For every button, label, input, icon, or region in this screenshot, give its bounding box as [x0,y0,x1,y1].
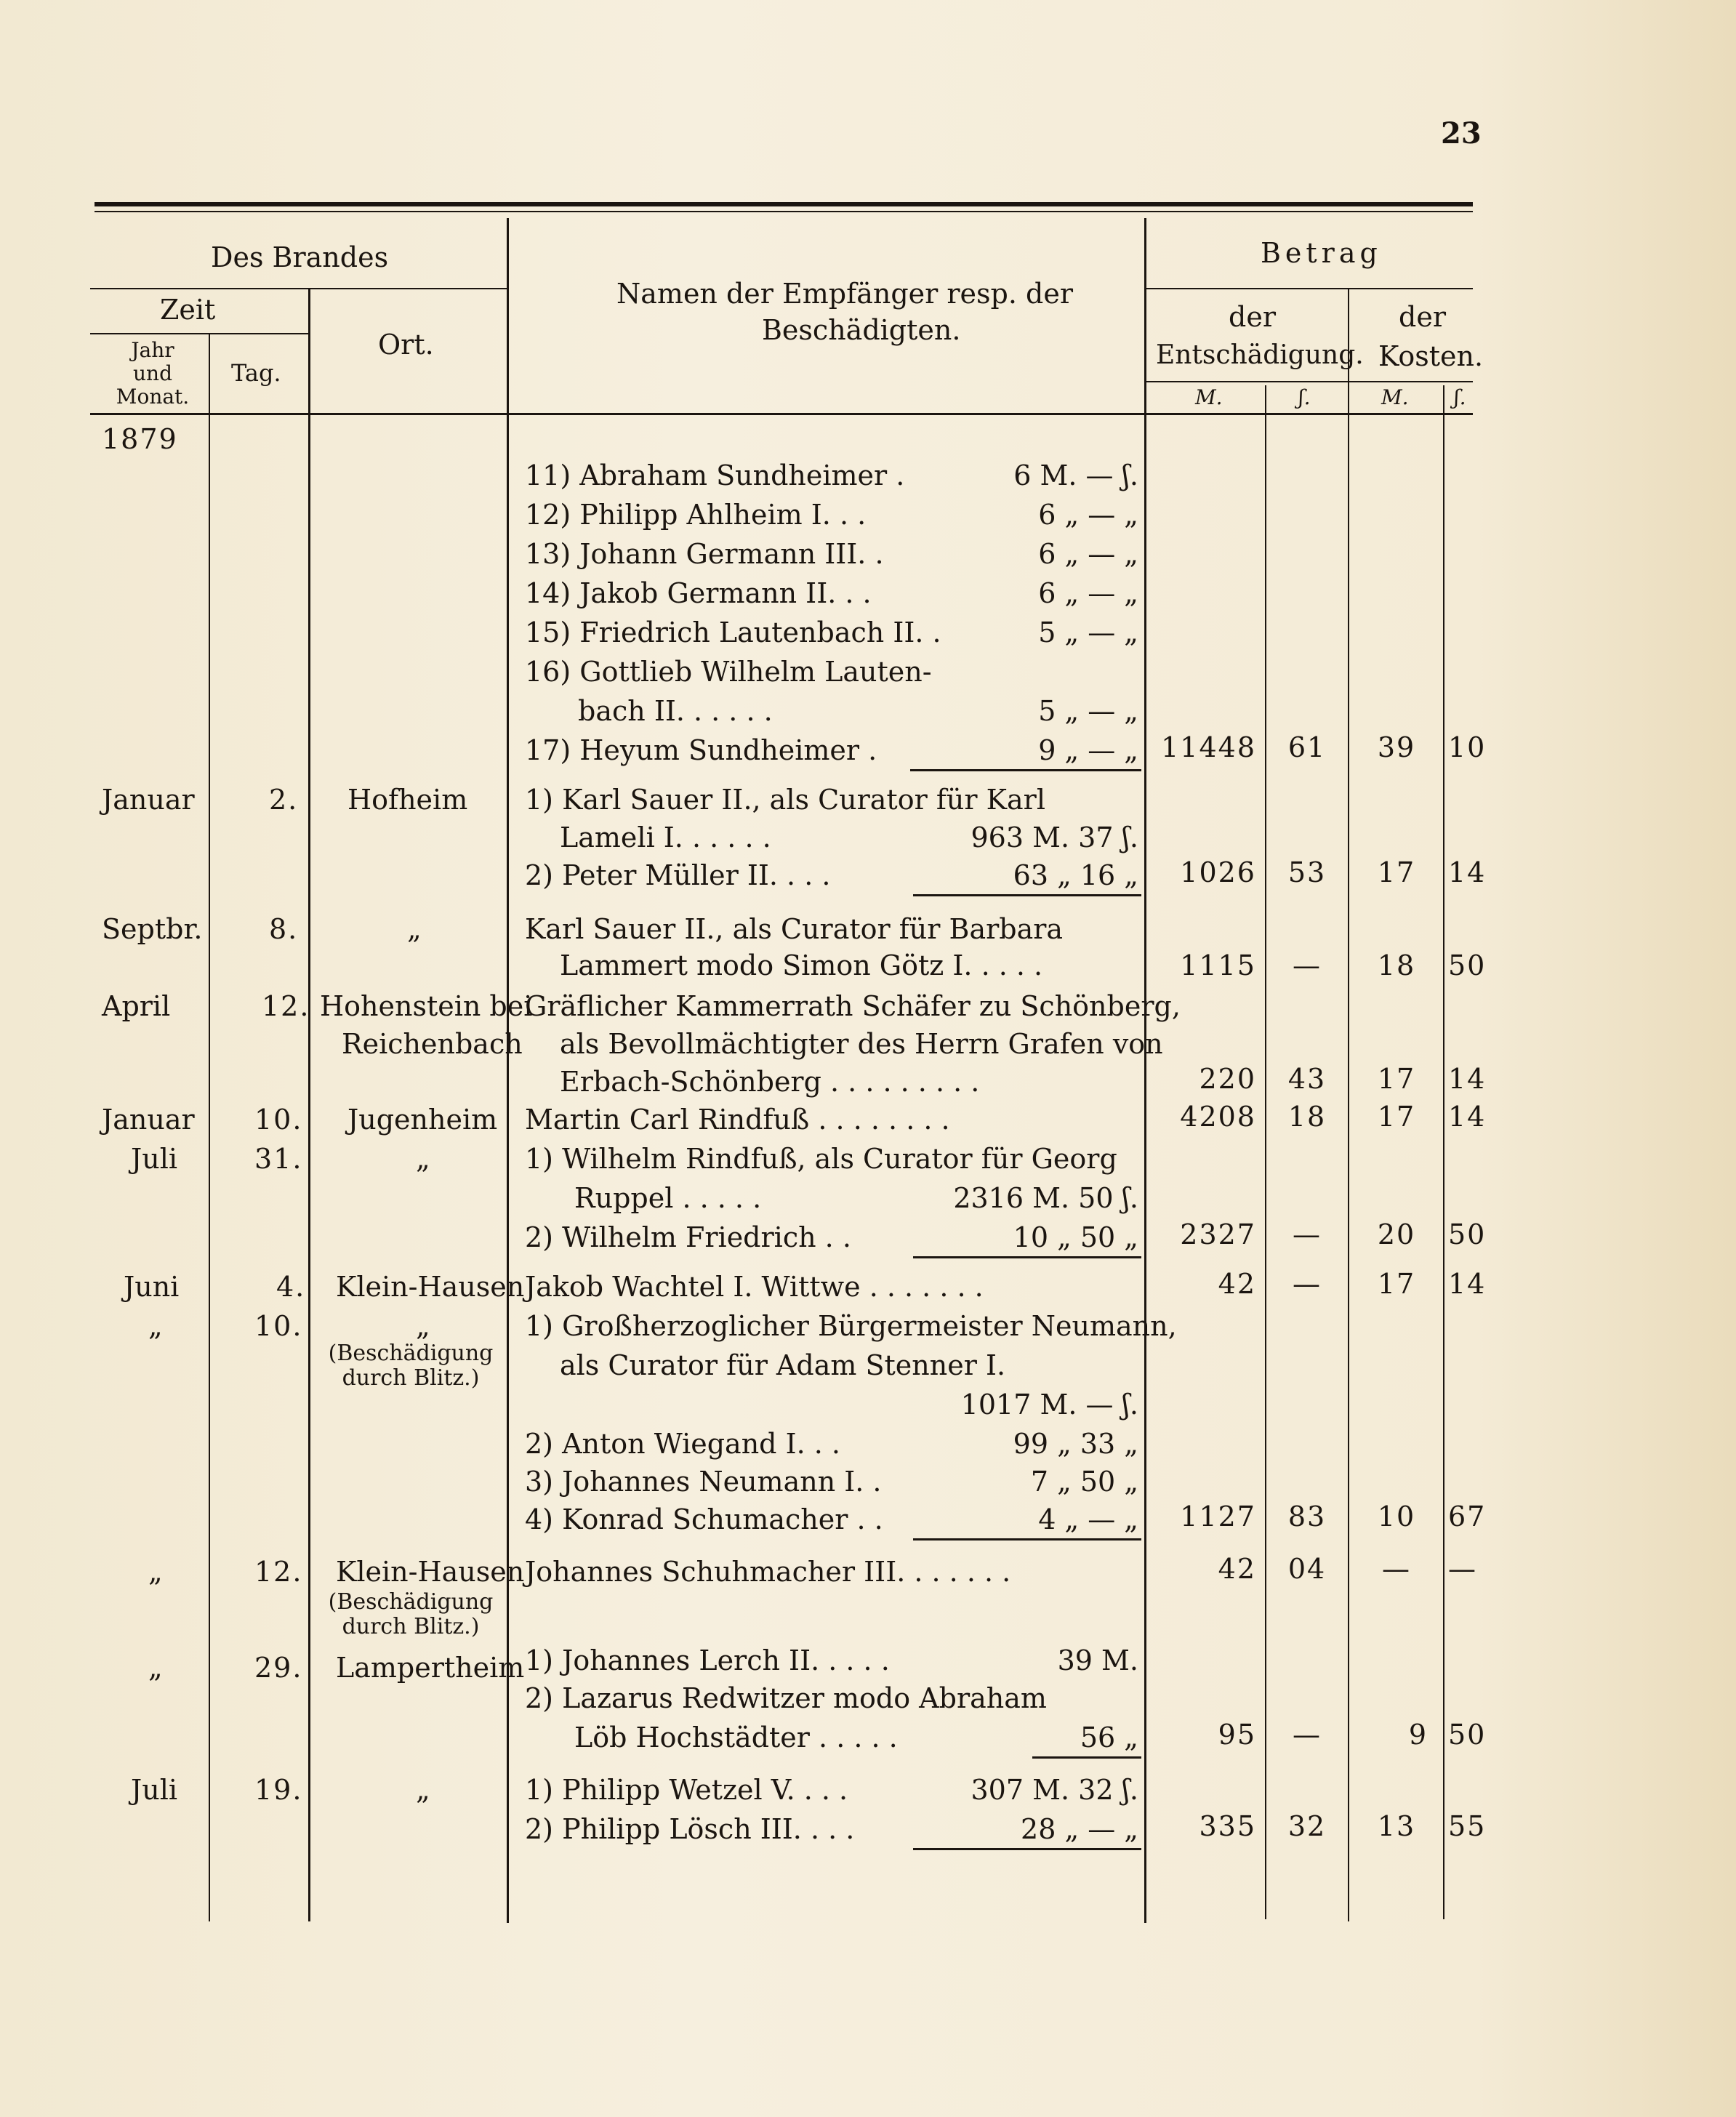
entry-amount: 9 „ — „ [1038,734,1138,766]
e-mark-value: 42 [1218,1553,1256,1585]
entry-name: 1) Johannes Lerch II. . . . . [525,1644,890,1676]
entry-amount: 39 M. [1057,1644,1138,1676]
day-cell: 12. [262,990,310,1022]
month-cell: Januar [102,1104,195,1136]
ort-cell: Jugenheim [347,1104,498,1136]
hdr-zeit: Zeit [160,294,216,326]
ort-cell: Lampertheim [336,1652,525,1684]
entry-name: 1) Karl Sauer II., als Curator für Karl [525,784,1045,816]
sum-rule [913,1538,1141,1540]
e-mark-value: 1115 [1180,949,1256,981]
k-mark-value: 13 [1377,1810,1416,1842]
ort-note: durch Blitz.) [342,1365,480,1391]
e-pf-value: — [1293,949,1322,981]
month-cell: Septbr. [102,913,203,945]
hdr-ort: Ort. [378,329,434,361]
hdr-und: und [133,361,172,385]
month-cell: „ [148,1310,163,1342]
entry-name: 16) Gottlieb Wilhelm Lauten- [525,656,932,688]
entry-name: 17) Heyum Sundheimer . [525,734,877,766]
sum-rule [913,894,1141,896]
hdr-bottom-rule [90,413,1473,415]
entry-name-cont: Löb Hochstädter . . . . . [574,1722,898,1754]
ort-note: (Beschädigung [328,1589,494,1615]
hdr-e-mark: M. [1195,385,1223,409]
k-mark-value: 9 [1408,1719,1428,1751]
month-cell: Juli [131,1143,178,1175]
day-cell: 31. [254,1143,303,1175]
top-rule [95,202,1473,206]
entry-amount: 6 „ — „ [1038,577,1138,609]
e-mark-value: 335 [1199,1810,1256,1842]
day-cell: 29. [254,1652,303,1684]
sum-rule [913,1256,1141,1258]
ort-cell: „ [407,913,422,945]
entry-amount: 1017 M. — ʃ. [960,1389,1138,1421]
page-number: 23 [1441,116,1482,150]
entry-amount: 99 „ 33 „ [1013,1428,1138,1460]
hdr-e-pfennig: ʃ. [1298,385,1311,409]
entry-name-cont: als Bevollmächtigter des Herrn Grafen von [560,1028,1163,1060]
k-mark-value: 17 [1377,1268,1416,1300]
entry-name: 2) Wilhelm Friedrich . . [525,1221,851,1253]
entry-amount: 5 „ — „ [1038,695,1138,727]
entry-amount: 7 „ 50 „ [1030,1466,1138,1498]
k-pf-value: 14 [1448,1101,1487,1133]
col-divider-k-pf [1443,385,1444,1919]
col-divider-betrag [1144,218,1146,1923]
sum-rule [910,769,1141,771]
entry-amount: 28 „ — „ [1021,1813,1138,1845]
day-cell: 19. [254,1774,303,1806]
entry-name-cont: Ruppel . . . . . [574,1182,762,1214]
hdr-kosten-2: Kosten. [1378,340,1484,372]
entry-name: Karl Sauer II., als Curator für Barbara [525,913,1064,945]
k-mark-value: 17 [1377,1101,1416,1133]
entry-name: 11) Abraham Sundheimer . [525,459,905,491]
hdr-line-zeit [90,288,507,289]
hdr-k-pfennig: ʃ. [1454,385,1466,409]
entry-amount: 63 „ 16 „ [1013,859,1138,891]
entry-name: Jakob Wachtel I. Wittwe . . . . . . . [525,1271,984,1303]
k-mark-value: 17 [1377,1063,1416,1095]
entry-amount: 4 „ — „ [1038,1503,1138,1535]
day-cell: 12. [254,1556,303,1588]
e-pf-value: — [1293,1719,1322,1751]
e-pf-value: — [1293,1268,1322,1300]
entry-amount: 963 M. 37 ʃ. [971,822,1138,853]
k-pf-value: 14 [1448,1268,1487,1300]
entry-name: Johannes Schuhmacher III. . . . . . . [525,1556,1011,1588]
day-cell: 10. [254,1104,303,1136]
ort-cell: Klein-Hausen [336,1556,525,1588]
entry-name: 4) Konrad Schumacher . . [525,1503,883,1535]
entry-name: 2) Peter Müller II. . . . [525,859,831,891]
e-mark-value: 11448 [1161,731,1256,763]
ort-cell: „ [416,1143,430,1175]
entry-name: 1) Philipp Wetzel V. . . . [525,1774,848,1806]
ort-note: (Beschädigung [328,1341,494,1366]
k-pf-value: — [1448,1553,1477,1585]
hdr-line-betrag [1144,288,1473,289]
entry-amount: 10 „ 50 „ [1013,1221,1138,1253]
e-pf-value: 43 [1287,1063,1327,1095]
e-mark-value: 42 [1218,1268,1256,1300]
entry-name: 2) Anton Wiegand I. . . [525,1428,840,1460]
e-mark-value: 1127 [1180,1501,1256,1532]
k-pf-value: 55 [1448,1810,1487,1842]
hdr-betrag: Betrag [1261,237,1382,269]
entry-amount: 5 „ — „ [1038,616,1138,648]
day-cell: 4. [276,1271,306,1303]
ort-cell: „ [416,1774,430,1806]
e-mark-value: 95 [1218,1719,1256,1751]
k-pf-value: 10 [1448,731,1487,763]
entry-amount: 6 „ — „ [1038,499,1138,531]
e-pf-value: 83 [1287,1501,1327,1532]
k-pf-value: 50 [1448,949,1487,981]
month-cell: Juli [131,1774,178,1806]
day-cell: 8. [269,913,299,945]
ort-cell: Hohenstein bei [320,990,533,1022]
sum-rule [913,1848,1141,1850]
entry-name: 12) Philipp Ahlheim I. . . [525,499,867,531]
k-pf-value: 50 [1448,1218,1487,1250]
entry-amount: 56 „ [1080,1722,1138,1754]
entry-name: 15) Friedrich Lautenbach II. . [525,616,941,648]
e-pf-value: 18 [1287,1101,1327,1133]
k-mark-value: 18 [1377,949,1416,981]
e-mark-value: 2327 [1180,1218,1256,1250]
e-mark-value: 220 [1199,1063,1256,1095]
ort-cell-cont: Reichenbach [342,1028,523,1060]
entry-name: 14) Jakob Germann II. . . [525,577,872,609]
month-cell: Januar [102,784,195,816]
col-divider-tag [209,333,210,1921]
hdr-entsch-1: der [1229,301,1276,333]
year-cell: 1879 [102,423,178,455]
entry-name-cont: Lameli I. . . . . . [560,822,771,853]
entry-amount: 6 „ — „ [1038,538,1138,570]
month-cell: „ [148,1556,163,1588]
hdr-namen-1: Namen der Empfänger resp. der [616,278,1074,310]
hdr-tag: Tag. [231,359,281,387]
k-mark-value: — [1382,1553,1411,1585]
e-pf-value: 32 [1287,1810,1327,1842]
entry-name-cont: Erbach-Schönberg . . . . . . . . . [560,1066,980,1098]
hdr-line-mark [1144,381,1473,382]
top-rule-thin [95,211,1473,212]
hdr-entsch-2: Entschädigung. [1156,340,1364,370]
e-pf-value: 04 [1287,1553,1327,1585]
k-mark-value: 39 [1377,731,1416,763]
entry-name: 1) Großherzoglicher Bürgermeister Neumann, [525,1310,1177,1342]
entry-name-cont: Lammert modo Simon Götz I. . . . . [560,949,1043,981]
hdr-line-jahr [90,333,308,334]
entry-name-cont: als Curator für Adam Stenner I. [560,1349,1006,1381]
e-pf-value: — [1293,1218,1322,1250]
entry-name: Gräflicher Kammerrath Schäfer zu Schönberg, [525,990,1181,1022]
entry-amount: 6 M. — ʃ. [1013,459,1138,491]
hdr-jahr: Jahr [131,338,174,362]
entry-name: Martin Carl Rindfuß . . . . . . . . [525,1104,950,1136]
entry-name: 2) Lazarus Redwitzer modo Abraham [525,1682,1047,1714]
hdr-monat: Monat. [116,385,190,409]
col-divider-e-pf [1265,385,1266,1919]
ort-cell: „ [416,1310,430,1342]
hdr-namen-2: Beschädigten. [762,314,961,346]
entry-name: 2) Philipp Lösch III. . . . [525,1813,855,1845]
month-cell: Juni [124,1271,180,1303]
month-cell: „ [148,1652,163,1684]
k-pf-value: 14 [1448,1063,1487,1095]
col-divider-kosten [1348,289,1349,1921]
col-divider-ort [308,289,310,1921]
entry-amount: 307 M. 32 ʃ. [971,1774,1138,1806]
day-cell: 10. [254,1310,303,1342]
k-mark-value: 17 [1377,856,1416,888]
k-mark-value: 20 [1377,1218,1416,1250]
e-mark-value: 1026 [1180,856,1256,888]
day-cell: 2. [269,784,299,816]
ort-note: durch Blitz.) [342,1614,480,1639]
entry-name-cont: bach II. . . . . . [578,695,773,727]
e-pf-value: 53 [1287,856,1327,888]
month-cell: April [102,990,171,1022]
k-pf-value: 50 [1448,1719,1487,1751]
hdr-k-mark: M. [1381,385,1409,409]
k-pf-value: 14 [1448,856,1487,888]
entry-amount: 2316 M. 50 ʃ. [953,1182,1138,1214]
entry-name: 1) Wilhelm Rindfuß, als Curator für Georg [525,1143,1117,1175]
entry-name: 13) Johann Germann III. . [525,538,884,570]
ort-cell: Hofheim [347,784,468,816]
e-mark-value: 4208 [1180,1101,1256,1133]
k-pf-value: 67 [1448,1501,1487,1532]
sum-rule [1032,1756,1141,1759]
ort-cell: Klein-Hausen [336,1271,525,1303]
entry-name: 3) Johannes Neumann I. . [525,1466,882,1498]
hdr-des-brandes: Des Brandes [211,241,389,273]
e-pf-value: 61 [1287,731,1327,763]
k-mark-value: 10 [1377,1501,1416,1532]
hdr-kosten-1: der [1399,301,1446,333]
